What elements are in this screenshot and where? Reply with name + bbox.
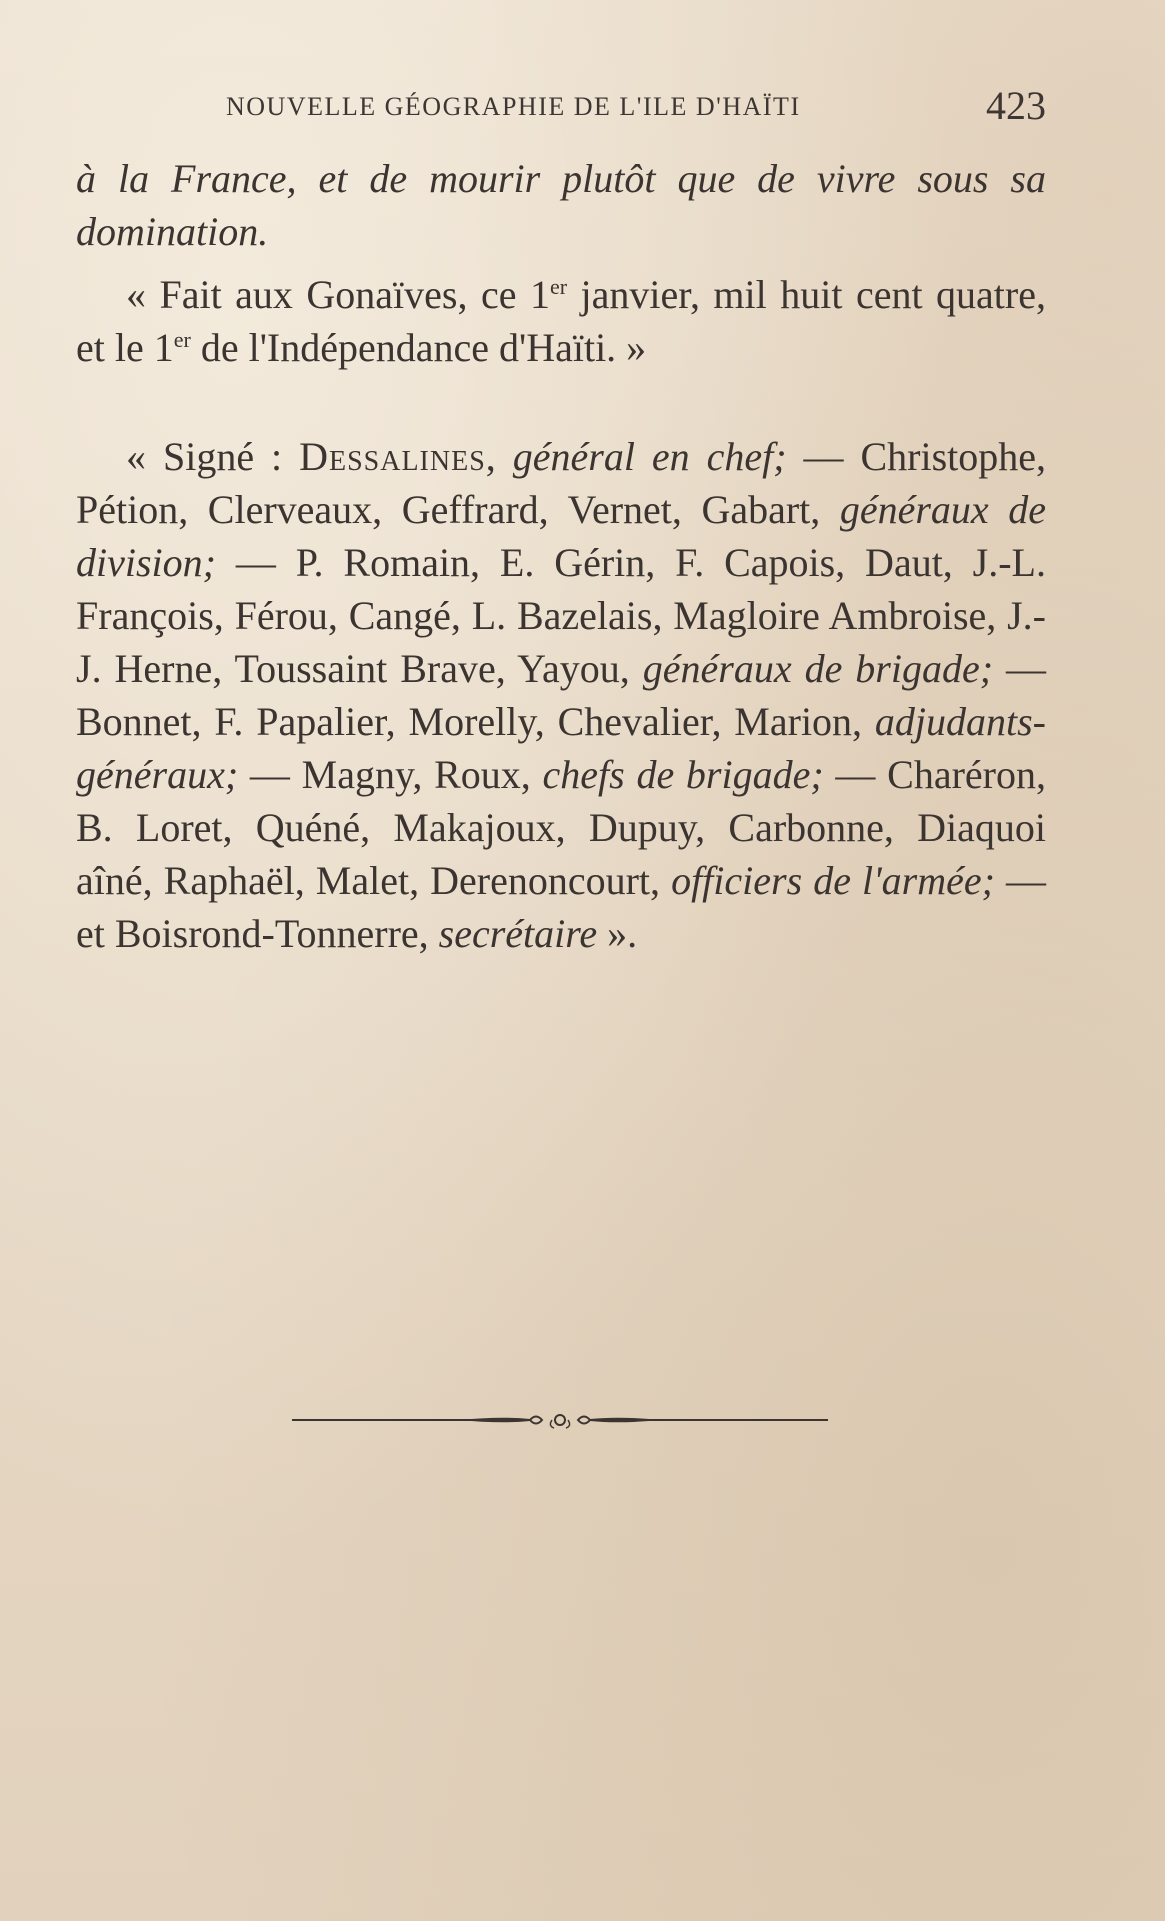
- signatory-name: Dessalines: [299, 434, 486, 479]
- paragraph-oath-ending: à la France, et de mourir plutôt que de vivre sous sa domination.: [76, 156, 1046, 254]
- fleuron-rule-icon: [290, 1405, 830, 1435]
- page-number: 423: [986, 83, 1046, 128]
- paragraph-signatories: « Signé : Dessalines, général en chef; — Christophe, Pétion, Clerveaux, Geffrard, Vernet, Gabart, généraux de division; — P. Romain, E. Gérin, F. Capois, Daut, J.-L. François, Férou, Cangé, L. Bazelais, Magloire Ambroise, J.-J. Herne, Toussaint Brave, Yayou, généraux de brigade; — Bonnet, F. Papalier, Morelly, Chevalier, Marion, adjudants-généraux; — Magny, Roux, chefs de brigade; — Charéron, B. Loret, Quéné, Makajoux, Dupuy, Carbonne, Diaquoi aîné, Raphaël, Malet, Derenoncourt, officiers de l'armée; — et Boisrond-Tonnerre, secrétaire ».: [76, 434, 1047, 956]
- running-head: NOUVELLE GÉOGRAPHIE DE L'ILE D'HAÏTI: [226, 92, 801, 121]
- page-header: [76, 82, 1046, 132]
- paragraph-date: « Fait aux Gonaïves, ce 1er janvier, mil huit cent quatre, et le 1er de l'Indépendance d'Haïti. »: [76, 272, 1046, 370]
